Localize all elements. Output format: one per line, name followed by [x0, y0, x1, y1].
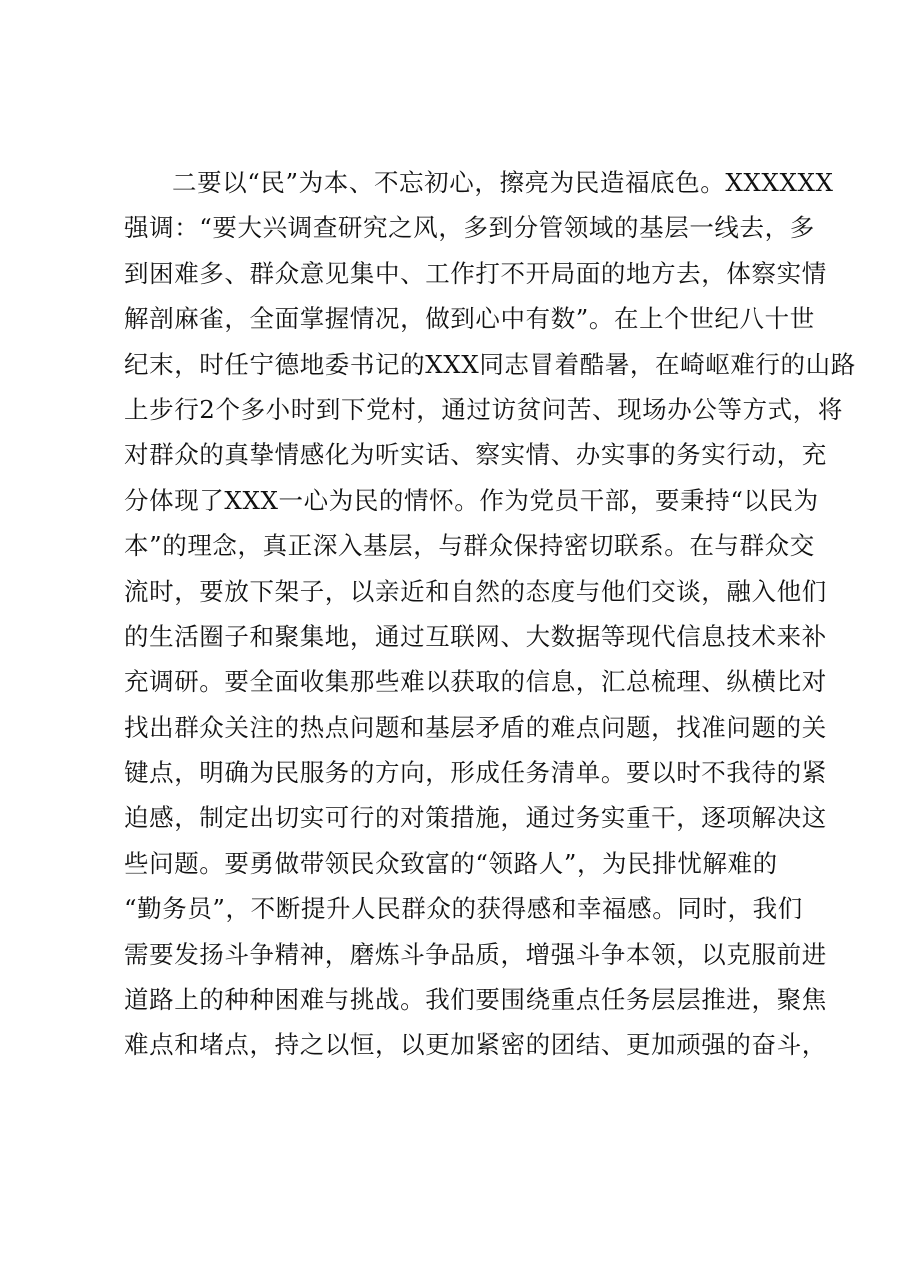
paragraph-line: 键点，明确为民服务的方向，形成任务清单。要以时不我待的紧	[124, 758, 827, 788]
paragraph-line: 纪末，时任宁德地委书记的XXX同志冒着酷暑，在崎岖难行的山路	[124, 349, 856, 379]
paragraph-line: 道路上的种种困难与挑战。我们要围绕重点任务层层推进，聚焦	[124, 985, 827, 1015]
paragraph-line: 上步行2个多小时到下党村，通过访贫问苦、现场办公等方式，将	[124, 394, 843, 424]
paragraph-line: 解剖麻雀，全面掌握情况，做到心中有数”。在上个世纪八十世	[124, 304, 815, 334]
paragraph-line: 强调：“要大兴调查研究之风，多到分管领域的基层一线去，多	[124, 213, 815, 243]
paragraph-line: 难点和堵点，持之以恒，以更加紧密的团结、更加顽强的奋斗，	[124, 1030, 827, 1060]
paragraph-line: “勤务员”，不断提升人民群众的获得感和幸福感。同时，我们	[124, 894, 803, 924]
body-paragraph	[124, 160, 856, 1068]
paragraph-line: 本”的理念，真正深入基层，与群众保持密切联系。在与群众交	[124, 531, 815, 561]
paragraph-line: 流时，要放下架子，以亲近和自然的态度与他们交谈，融入他们	[124, 576, 827, 606]
paragraph-line: 些问题。要勇做带领民众致富的“领路人”，为民排忧解难的	[124, 848, 778, 878]
paragraph-line: 二要以“民”为本、不忘初心，擦亮为民造福底色。XXXXXX	[172, 168, 834, 197]
paragraph-line: 的生活圈子和聚集地，通过互联网、大数据等现代信息技术来补	[124, 621, 827, 651]
paragraph-line: 到困难多、群众意见集中、工作打不开局面的地方去，体察实情	[124, 258, 827, 288]
paragraph-line: 需要发扬斗争精神，磨炼斗争品质，增强斗争本领，以克服前进	[124, 939, 827, 969]
paragraph-line: 对群众的真挚情感化为听实话、察实情、办实事的务实行动，充	[124, 440, 827, 470]
paragraph-line: 找出群众关注的热点问题和基层矛盾的难点问题，找准问题的关	[124, 712, 827, 742]
paragraph-line: 分体现了XXX一心为民的情怀。作为党员干部，要秉持“以民为	[124, 485, 819, 515]
paragraph-line: 迫感，制定出切实可行的对策措施，通过务实重干，逐项解决这	[124, 803, 827, 833]
paragraph-line: 充调研。要全面收集那些难以获取的信息，汇总梳理、纵横比对	[124, 667, 827, 697]
